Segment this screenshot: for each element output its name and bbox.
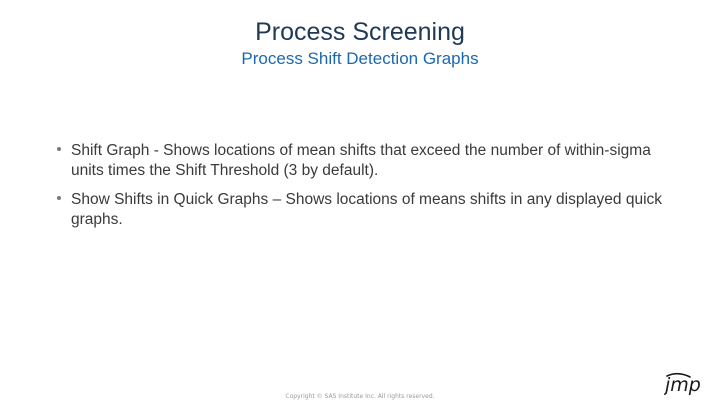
bullet-item — [56, 141, 666, 181]
jmp-logo-icon — [664, 372, 708, 398]
bullet-dot-icon — [57, 147, 61, 151]
bullet-list — [56, 141, 666, 239]
slide-title: Process Screening — [255, 18, 465, 46]
bullet-text: Show Shifts in Quick Graphs – Shows locations of means shifts in any displayed quick graphs. — [71, 191, 663, 228]
copyright-footer: Copyright © SAS Institute Inc. All rights reserved. — [285, 393, 435, 400]
jmp-logo-text: jmp — [665, 374, 701, 396]
bullet-text: Shift Graph - Shows locations of mean shifts that exceed the number of within-sigma units times the Shift Threshold (3 by default). — [71, 142, 651, 179]
bullet-dot-icon — [57, 196, 61, 200]
bullet-item — [56, 190, 666, 230]
slide-subtitle: Process Shift Detection Graphs — [241, 49, 479, 68]
